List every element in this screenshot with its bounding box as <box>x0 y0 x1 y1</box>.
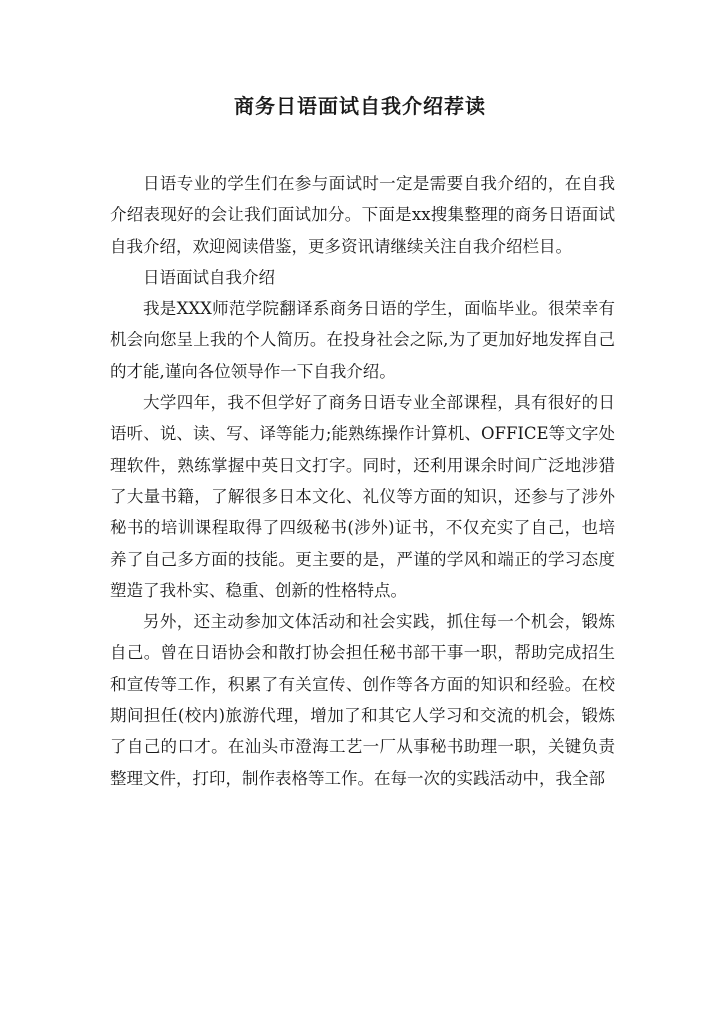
body-paragraph: 另外，还主动参加文体活动和社会实践，抓住每一个机会，锻炼自己。曾在日语协会和散打协会担任秘书部干事一职，帮助完成招生和宣传等工作，积累了有关宣传、创作等各方面的知识和经验。在校期间担任(校内)旅游代理，增加了和其它人学习和交流的机会，锻炼了自己的口才。在汕头市澄海工艺一厂从事秘书助理一职，关键负责整理文件，打印，制作表格等工作。在每一次的实践活动中，我全部 <box>110 612 615 788</box>
section-heading: 日语面试自我介绍 <box>143 267 275 287</box>
document-body <box>110 168 615 794</box>
intro-paragraph: 日语专业的学生们在参与面试时一定是需要自我介绍的，在自我介绍表现好的会让我们面试加分。下面是xx搜集整理的商务日语面试自我介绍，欢迎阅读借鉴，更多资讯请继续关注自我介绍栏目。 <box>110 174 615 256</box>
document-title: 商务日语面试自我介绍荐读 <box>234 94 486 118</box>
body-paragraph: 我是XXX师范学院翻译系商务日语的学生，面临毕业。很荣幸有机会向您呈上我的个人简历。在投身社会之际,为了更加好地发挥自己的才能,谨向各位领导作一下自我介绍。 <box>110 299 615 381</box>
body-paragraph: 大学四年，我不但学好了商务日语专业全部课程，具有很好的日语听、说、读、写、译等能力;能熟练操作计算机、OFFICE等文字处理软件，熟练掌握中英日文打字。同时，还利用课余时间广泛地涉猎了大量书籍，了解很多日本文化、礼仪等方面的知识，还参与了涉外秘书的培训课程取得了四级秘书(涉外)证书，不仅充实了自己，也培养了自己多方面的技能。更主要的是，严谨的学风和端正的学习态度塑造了我朴实、稳重、创新的性格特点。 <box>110 393 615 600</box>
